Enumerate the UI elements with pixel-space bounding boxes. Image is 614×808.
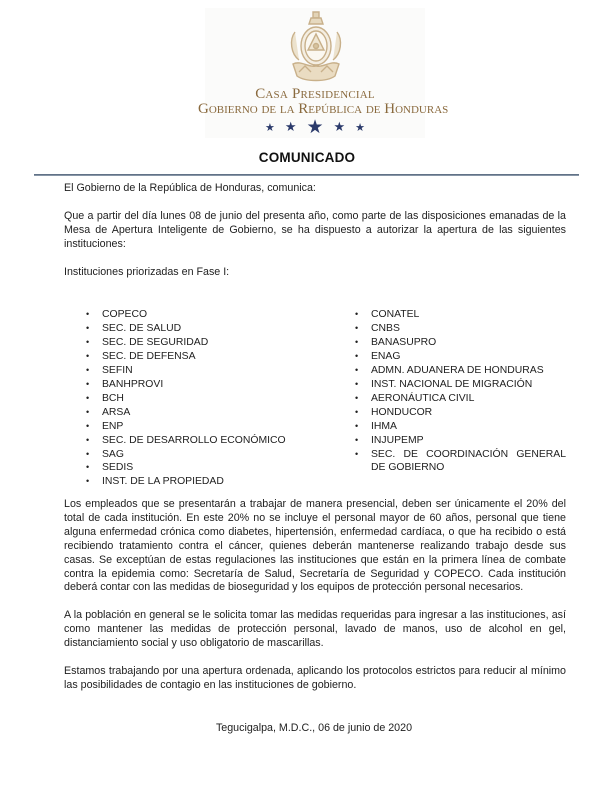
coat-of-arms-icon xyxy=(285,10,347,86)
bullet-icon: • xyxy=(86,350,90,361)
bullet-icon: • xyxy=(355,336,359,347)
star-icon: ★ xyxy=(306,116,324,138)
paragraph-employees: Los empleados que se presentarán a trabajar de manera presencial, deben ser únicamente el 20% del total de cada institución. En este 20% no se incluye el personal mayor de 60 años, personal que tiene alguna enfermedad crónica como diabetes, hipertensión, enfermedad cardíaca, o que ha recibido o está recibiendo tratamiento contra el cáncer, quienes deberán mantenerse realizando trabajo desde sus casas. Se exceptúan de estas regulaciones las instituciones que están en la primera línea de combate contra la epidemia como: Secretaría de Salud, Secretaría de Seguridad y COPECO. Cada institución deberá contar con las medidas de bioseguridad y los equipos de protección personal necesarios. xyxy=(64,498,566,594)
paragraph-closing: Estamos trabajando por una apertura ordenada, aplicando los protocolos estrictos para reducir al mínimo las posibilidades de contagio en las instituciones de gobierno. xyxy=(64,665,566,691)
list-item: • COPECO xyxy=(86,309,148,320)
bullet-icon: • xyxy=(86,434,90,445)
list-item: • INST. DE LA PROPIEDAD xyxy=(86,476,224,488)
bullet-icon: • xyxy=(355,434,359,445)
bullet-icon: • xyxy=(355,309,359,319)
bullet-icon: • xyxy=(355,322,359,333)
bullet-icon: • xyxy=(355,420,359,431)
intro-text: El Gobierno de la República de Honduras, comunica: xyxy=(64,182,316,194)
bullet-icon: • xyxy=(355,406,359,417)
list-item: • BANASUPRO xyxy=(355,336,437,348)
institutions-list-left xyxy=(86,308,316,489)
title-divider xyxy=(34,174,579,176)
org-name-casa-presidencial: Casa Presidencial xyxy=(255,86,375,102)
list-item: • HONDUCOR xyxy=(355,406,433,418)
org-name-gobierno: Gobierno de la República de Honduras xyxy=(198,101,449,117)
bullet-icon: • xyxy=(86,462,90,473)
list-item: • ENP xyxy=(86,420,124,432)
list-item: • SEC. DE SALUD xyxy=(86,322,182,334)
list-item: • INJUPEMP xyxy=(355,434,424,446)
list-item: • AERONÁUTICA CIVIL xyxy=(355,392,475,404)
bullet-icon: • xyxy=(86,378,90,389)
bullet-icon: • xyxy=(355,392,359,403)
bullet-icon: • xyxy=(86,336,90,347)
bullet-icon: • xyxy=(86,448,90,459)
list-item: • ENAG xyxy=(355,350,401,362)
bullet-icon: • xyxy=(86,476,90,487)
list-item: • ARSA xyxy=(86,406,131,418)
bullet-icon: • xyxy=(355,364,359,375)
bullet-icon: • xyxy=(355,378,359,389)
list-item: • SEC. DE DESARROLLO ECONÓMICO xyxy=(86,434,286,446)
star-icon: ★ xyxy=(355,121,365,134)
place-and-date: Tegucigalpa, M.D.C., 06 de junio de 2020 xyxy=(215,722,413,734)
stars-row xyxy=(265,117,365,137)
bullet-icon: • xyxy=(86,322,90,333)
list-item: • BANHPROVI xyxy=(86,378,164,390)
list-heading: Instituciones priorizadas en Fase I: xyxy=(64,266,230,278)
star-icon: ★ xyxy=(265,121,275,134)
institutions-list-right xyxy=(355,308,566,475)
list-item: • IHMA xyxy=(355,420,397,432)
paragraph-population: A la población en general se le solicita tomar las medidas requeridas para ingresar a las instituciones, así como mantener las medidas de protección personal, lavado de manos, uso de alcohol en gel, distanciamiento social y uso obligatorio de mascarillas. xyxy=(64,609,566,649)
list-item: • BCH xyxy=(86,392,124,404)
paragraph-opening: Que a partir del día lunes 08 de junio del presenta año, como parte de las disposiciones emanadas de la Mesa de Apertura Inteligente de Gobierno, se ha dispuesto a autorizar la apertura de las siguientes instituciones: xyxy=(64,210,566,250)
bullet-icon: • xyxy=(355,448,359,459)
bullet-icon: • xyxy=(86,392,90,403)
bullet-icon: • xyxy=(86,420,90,431)
list-item: • ADMN. ADUANERA DE HONDURAS xyxy=(355,364,544,376)
page-title: COMUNICADO xyxy=(258,150,356,165)
list-item: • SEC. DE COORDINACIÓN GENERAL DE GOBIERNO xyxy=(355,448,566,474)
list-item: • SEFIN xyxy=(86,364,133,376)
bullet-icon: • xyxy=(86,364,90,375)
list-item: • SEC. DE SEGURIDAD xyxy=(86,336,209,348)
list-item: • SEC. DE DEFENSA xyxy=(86,350,196,362)
bullet-icon: • xyxy=(86,406,90,417)
list-item: • CNBS xyxy=(355,322,400,334)
star-icon: ★ xyxy=(284,119,297,134)
list-item: • INST. NACIONAL DE MIGRACIÓN xyxy=(355,378,533,390)
bullet-icon: • xyxy=(355,350,359,361)
list-item: • SAG xyxy=(86,448,124,460)
bullet-icon: • xyxy=(86,309,90,319)
star-icon: ★ xyxy=(333,119,346,134)
list-item: • SEDIS xyxy=(86,462,134,474)
list-item: • CONATEL xyxy=(355,309,420,320)
